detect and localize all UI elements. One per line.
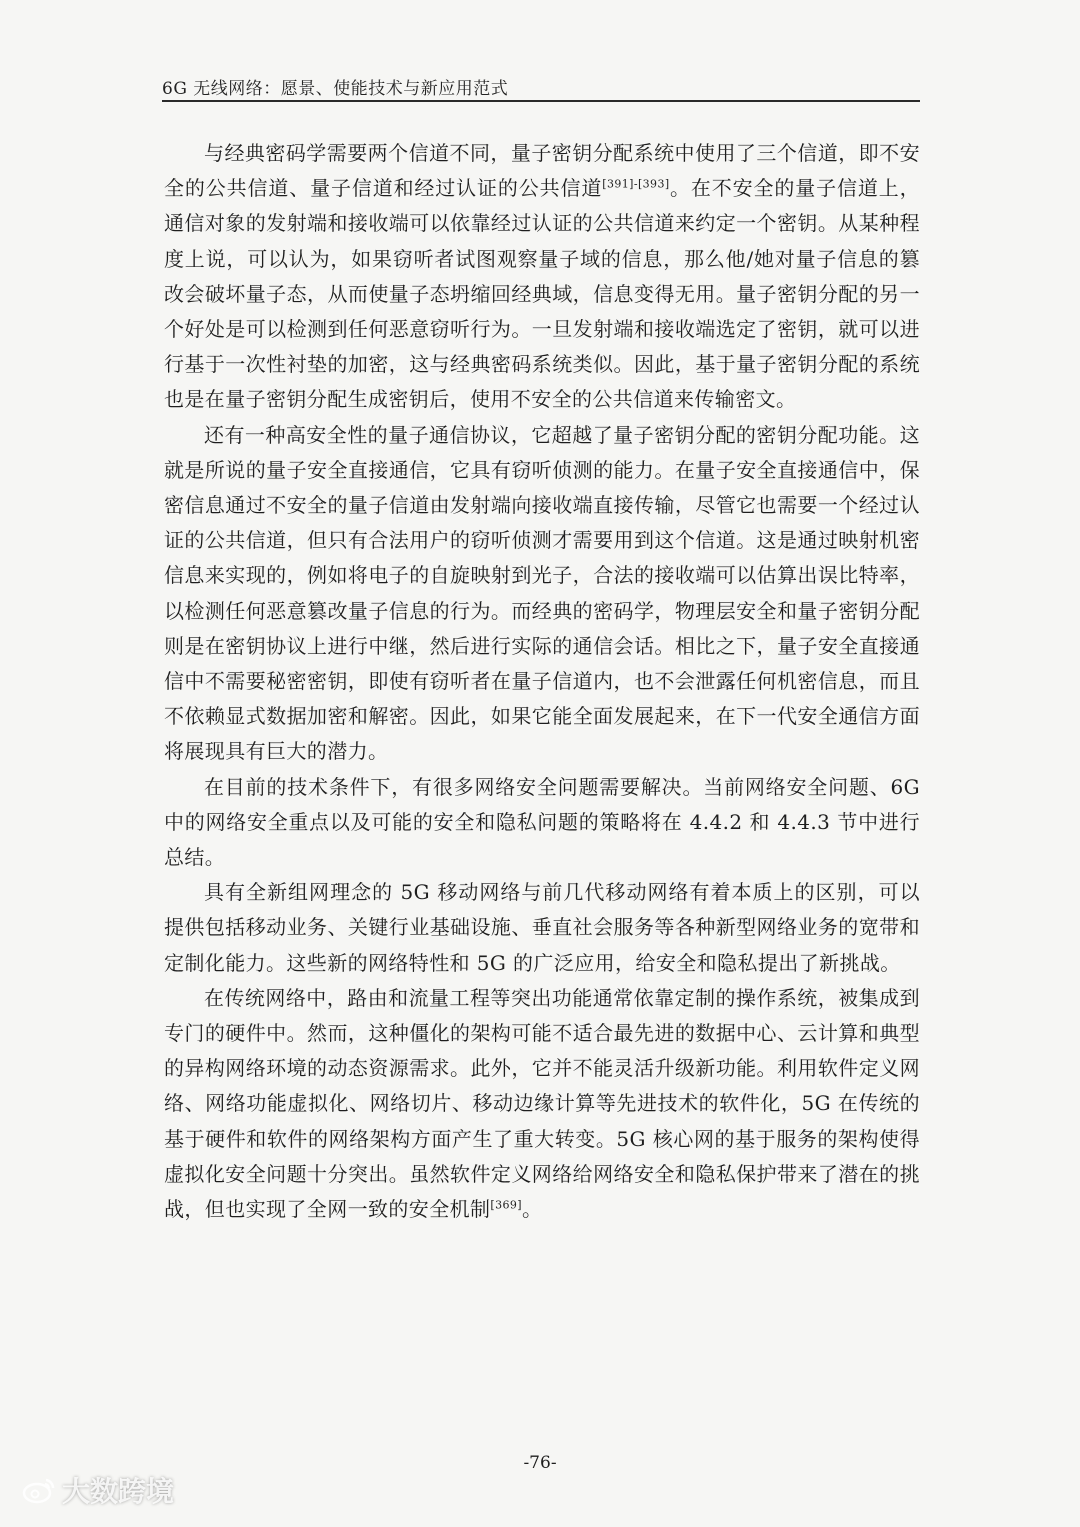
paragraph-text: 还有一种高安全性的量子通信协议，它超越了量子密钥分配的密钥分配功能。这就是所说的量子安全直接通信，它具有窃听侦测的能力。在量子安全直接通信中，保密信息通过不安全的量子信道由发射端向接收端直接传输，尽管它也需要一个经过认证的公共信道，但只有合法用户的窃听侦测才需要用到这个信道。这是通过映射机密信息来实现的，例如将电子的自旋映射到光子，合法的接收端可以估算出误比特率，以检测任何恶意篡改量子信息的行为。而经典的密码学，物理层安全和量子密钥分配则是在密钥协议上进行中继，然后进行实际的通信会话。相比之下，量子安全直接通信中不需要秘密密钥，即使有窃听者在量子信道内，也不会泄露任何机密信息，而且不依赖显式数据加密和解密。因此，如果它能全面发展起来，在下一代安全通信方面将展现具有巨大的潜力。 bbox=[164, 422, 920, 764]
body-text bbox=[164, 136, 920, 1227]
citation: [391]-[393] bbox=[602, 177, 670, 191]
paragraph-2 bbox=[164, 418, 920, 770]
paragraph-1 bbox=[164, 136, 920, 418]
paragraph-text: 在传统网络中，路由和流量工程等突出功能通常依靠定制的操作系统，被集成到专门的硬件中。然而，这种僵化的架构可能不适合最先进的数据中心、云计算和典型的异构网络环境的动态资源需求。此外，它并不能灵活升级新功能。利用软件定义网络、网络功能虚拟化、网络切片、移动边缘计算等先进技术的软件化，5G 在传统的基于硬件和软件的网络架构方面产生了重大转变。5G 核心网的基于服务的架构使得虚拟化安全问题十分突出。虽然软件定义网络给网络安全和隐私保护带来了潜在的挑战，但也实现了全网一致的安全机制 bbox=[164, 985, 920, 1222]
page-number: -76- bbox=[523, 1453, 557, 1473]
paragraph-5 bbox=[164, 981, 920, 1227]
paragraph-text: 在目前的技术条件下，有很多网络安全问题需要解决。当前网络安全问题、6G 中的网络安全重点以及可能的安全和隐私问题的策略将在 4.4.2 和 4.4.3 节中进行总结。 bbox=[164, 774, 920, 870]
paragraph-text: 具有全新组网理念的 5G 移动网络与前几代移动网络有着本质上的区别，可以提供包括移动业务、关键行业基础设施、垂直社会服务等各种新型网络业务的宽带和定制化能力。这些新的网络特性和 5G 的广泛应用，给安全和隐私提出了新挑战。 bbox=[164, 880, 920, 975]
weibo-logo-icon bbox=[22, 1476, 56, 1504]
header-rule bbox=[162, 100, 920, 102]
watermark bbox=[22, 1470, 174, 1510]
paragraph-4 bbox=[164, 875, 920, 981]
paragraph-text: 与经典密码学需要两个信道不同，量子密钥分配系统中使用了三个信道，即不安全的公共信道、量子信道和经过认证的公共信道 bbox=[164, 141, 920, 201]
paragraph-text: 。在不安全的量子信道上，通信对象的发射端和接收端可以依靠经过认证的公共信道来约定一个密钥。从某种程度上说，可以认为，如果窃听者试图观察量子域的信息，那么他/她对量子信息的篡改会破坏量子态，从而使量子态坍缩回经典域，信息变得无用。量子密钥分配的另一个好处是可以检测到任何恶意窃听行为。一旦发射端和接收端选定了密钥，就可以进行基于一次性衬垫的加密，这与经典密码系统类似。因此，基于量子密钥分配的系统也是在量子密钥分配生成密钥后，使用不安全的公共信道来传输密文。 bbox=[164, 176, 920, 412]
paragraph-text: 。 bbox=[522, 1197, 543, 1222]
watermark-text: 大数跨境 bbox=[62, 1475, 175, 1508]
paragraph-3 bbox=[164, 770, 920, 876]
running-header: 6G 无线网络：愿景、使能技术与新应用范式 bbox=[162, 79, 509, 99]
citation: [369] bbox=[490, 1198, 522, 1212]
